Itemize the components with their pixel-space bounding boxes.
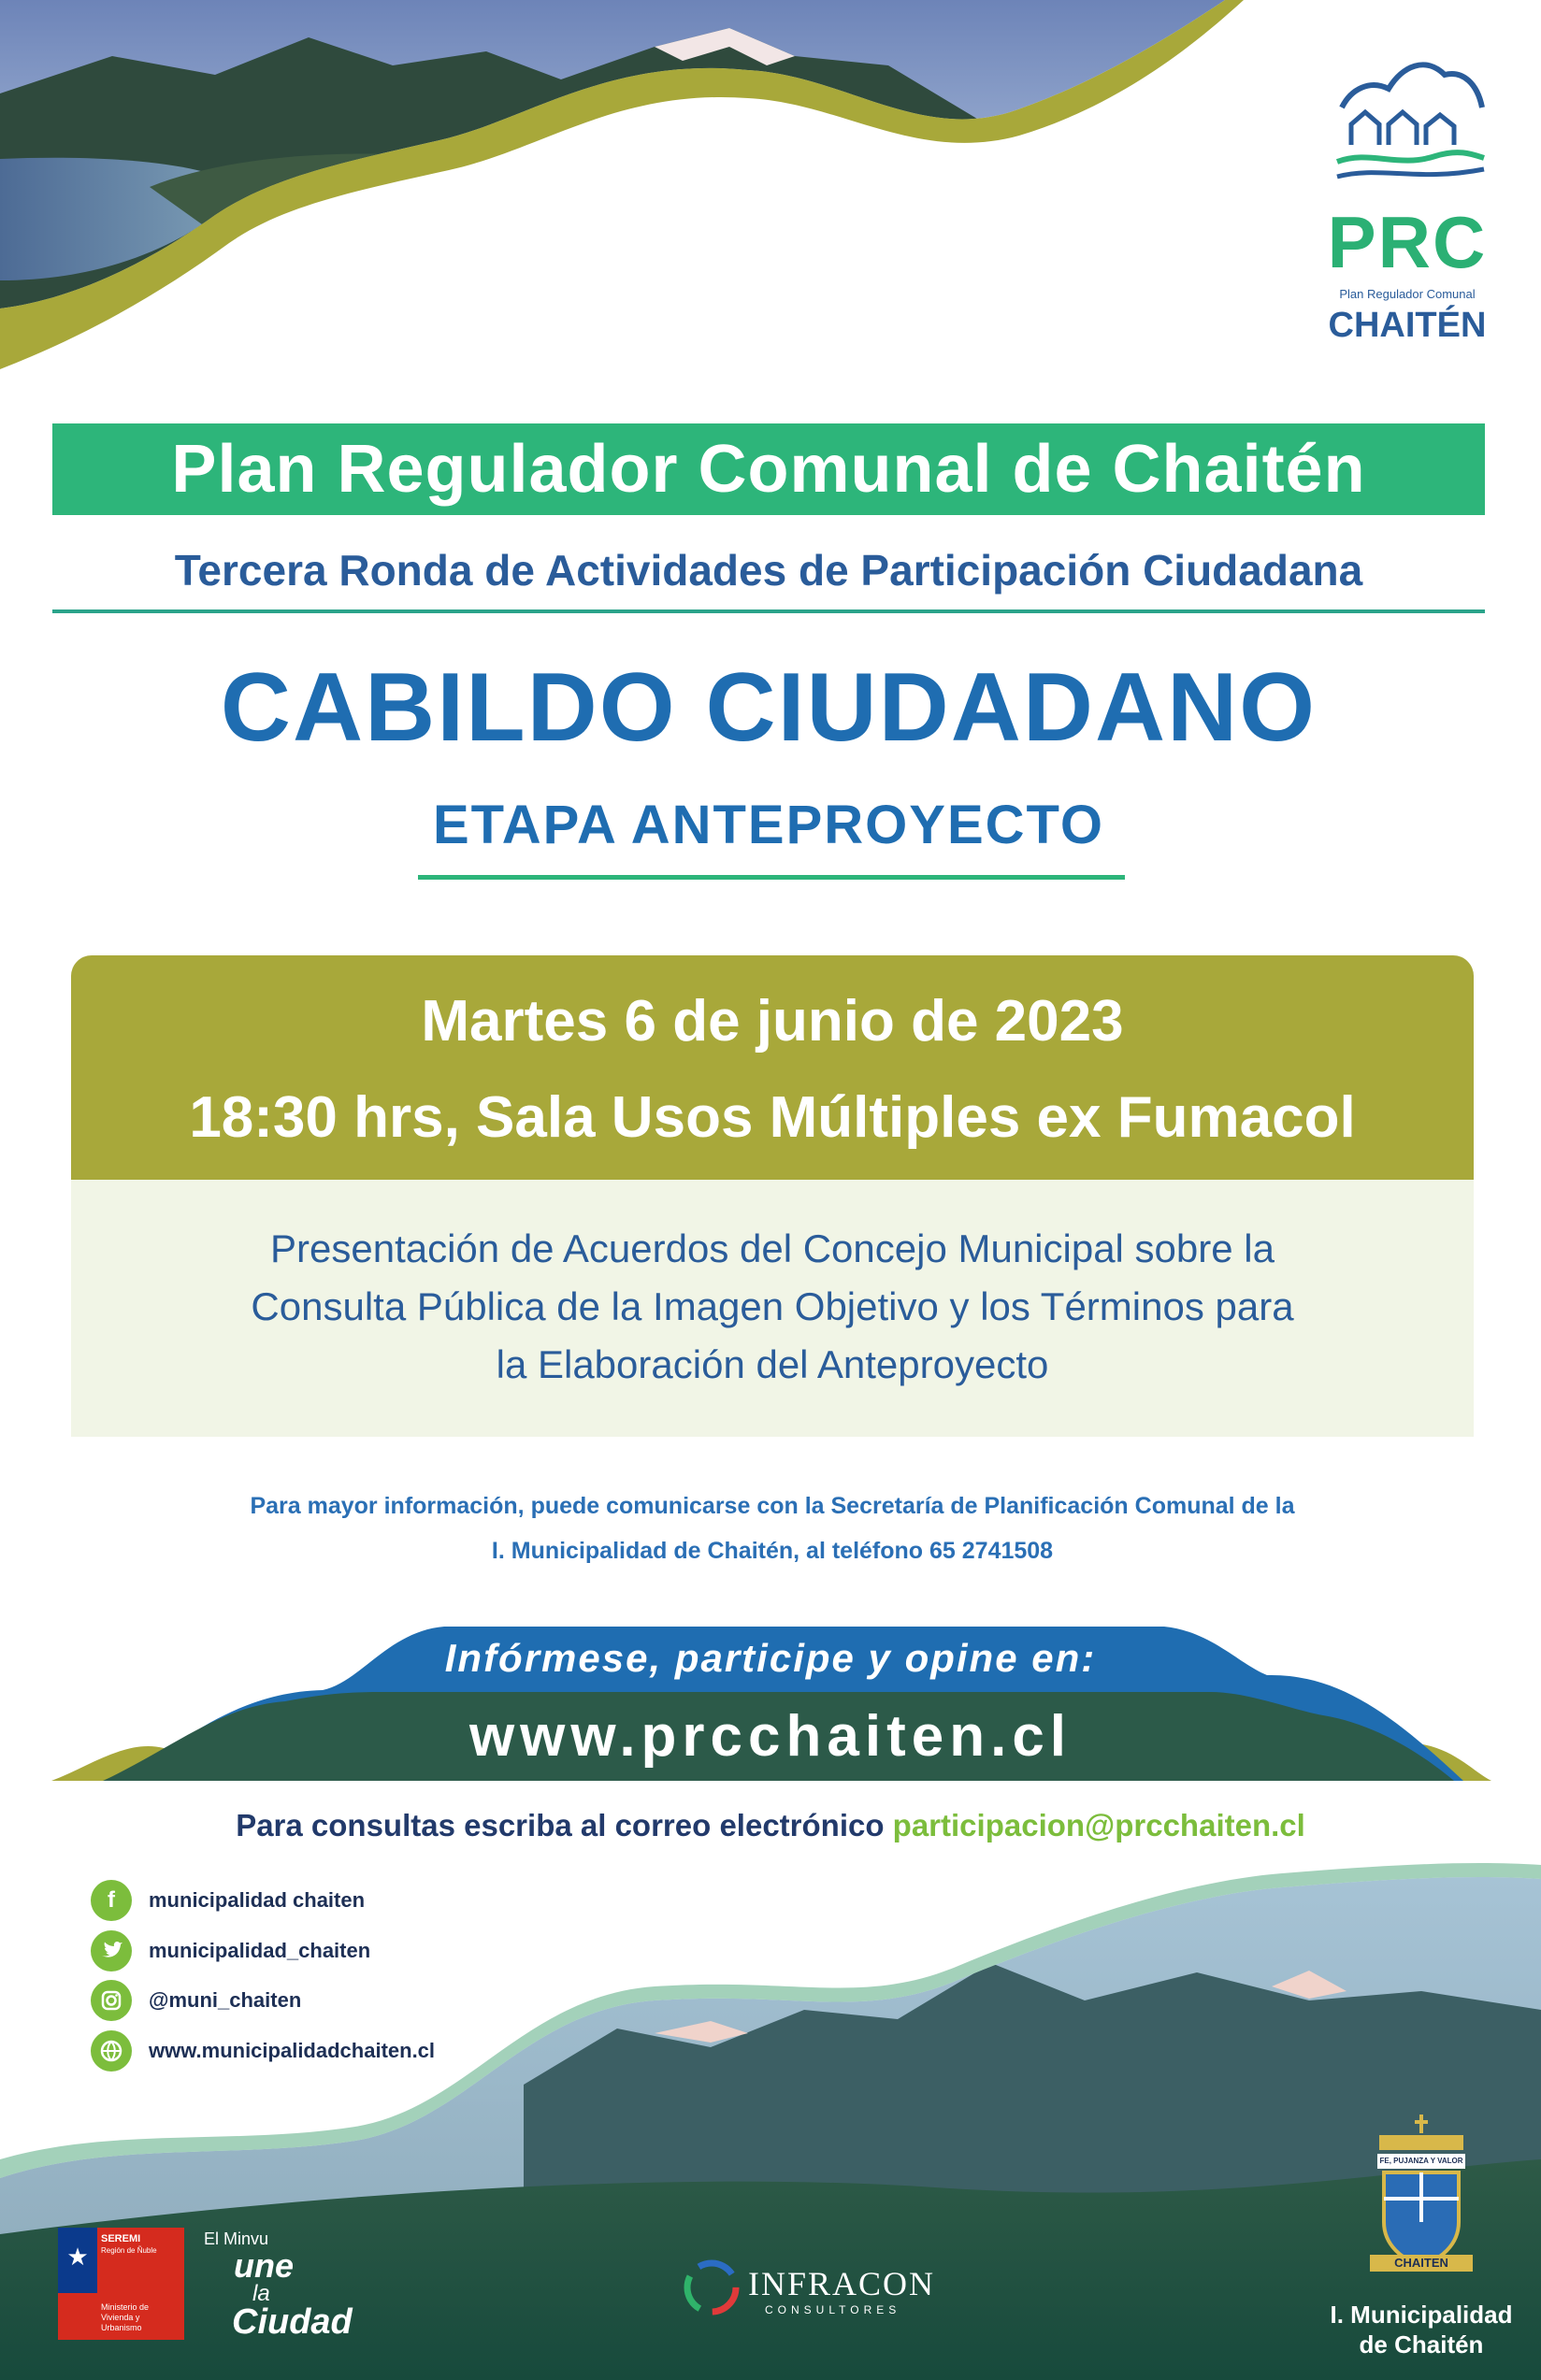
- social-label: municipalidad chaiten: [149, 1888, 366, 1912]
- ministry-name: Ministerio de Vivienda y Urbanismo: [101, 2302, 150, 2332]
- municipality-crest-icon: [1304, 2115, 1538, 2278]
- social-label: @muni_chaiten: [149, 1988, 302, 2012]
- page-title: Plan Regulador Comunal de Chaitén: [171, 432, 1366, 507]
- info-line: Para mayor información, puede comunicarse con la Secretaría de Planificación Comunal de la: [250, 1493, 1295, 1519]
- houses-mountains-icon: [1323, 51, 1491, 201]
- description-line: Consulta Pública de la Imagen Objetivo y los Términos para: [251, 1284, 1294, 1328]
- description-line: la Elaboración del Anteproyecto: [496, 1342, 1049, 1386]
- contact-info: [71, 1484, 1474, 1573]
- top-landscape-image: [0, 0, 1541, 374]
- infracon-name: INFRACON: [748, 2265, 936, 2302]
- minvu-une-la-ciudad-logo: [204, 2229, 363, 2346]
- email-link[interactable]: participacion@prcchaiten.cl: [892, 1808, 1305, 1842]
- facebook-icon: f: [91, 1880, 132, 1921]
- event-date: Martes 6 de junio de 2023: [421, 989, 1124, 1054]
- minvu-la: la: [252, 2281, 270, 2306]
- minvu-ciudad: Ciudad: [232, 2302, 353, 2342]
- municipality-motto: FE, PUJANZA Y VALOR: [1379, 2157, 1463, 2165]
- description-line: Presentación de Acuerdos del Concejo Municipal sobre la: [270, 1226, 1275, 1270]
- municipality-name-line: de Chaitén: [1359, 2330, 1484, 2358]
- instagram-icon: [91, 1980, 132, 2021]
- web-icon: [91, 2030, 132, 2072]
- infracon-sub: CONSULTORES: [765, 2303, 901, 2316]
- email-contact: [52, 1799, 1489, 1852]
- minvu-prefix: El Minvu: [204, 2229, 269, 2248]
- prc-chaiten-logo: [1323, 51, 1491, 369]
- divider: [418, 875, 1125, 880]
- page-subtitle: Tercera Ronda de Actividades de Participación Ciudadana: [174, 546, 1363, 595]
- prc-city: CHAITÉN: [1328, 306, 1487, 345]
- social-label: www.municipalidadchaiten.cl: [149, 2039, 436, 2062]
- website-link[interactable]: www.prcchaiten.cl: [468, 1704, 1073, 1769]
- email-prefix: Para consultas escriba al correo electrónico: [236, 1808, 885, 1842]
- web-invite-text: Infórmese, participe y opine en:: [444, 1636, 1097, 1680]
- seremi-label: SEREMI: [101, 2233, 141, 2244]
- municipality-banner: CHAITEN: [1394, 2256, 1448, 2270]
- event-name: CABILDO CIUDADANO: [220, 653, 1318, 762]
- twitter-icon: [91, 1930, 132, 1971]
- municipality-logo: [1304, 2115, 1538, 2367]
- seremi-region: Región de Ñuble: [101, 2246, 157, 2255]
- svg-text:★: ★: [66, 2244, 89, 2272]
- municipality-name-line: I. Municipalidad: [1330, 2301, 1513, 2329]
- minvu-une: une: [234, 2246, 295, 2285]
- event-time-place: 18:30 hrs, Sala Usos Múltiples ex Fumacol: [189, 1085, 1356, 1150]
- seremi-minvu-logo: [58, 2228, 184, 2340]
- divider: [52, 609, 1485, 613]
- infracon-logo: [681, 2251, 943, 2326]
- event-stage: ETAPA ANTEPROYECTO: [432, 795, 1105, 855]
- event-description: [103, 1220, 1442, 1394]
- social-label: municipalidad_chaiten: [149, 1939, 371, 1962]
- info-line: I. Municipalidad de Chaitén, al teléfono 65 2741508: [491, 1538, 1054, 1564]
- title-banner: [52, 423, 1485, 515]
- infracon-ring-icon: [681, 2257, 742, 2318]
- prc-acronym: PRC: [1327, 201, 1488, 283]
- prc-subtitle: Plan Regulador Comunal: [1339, 287, 1476, 301]
